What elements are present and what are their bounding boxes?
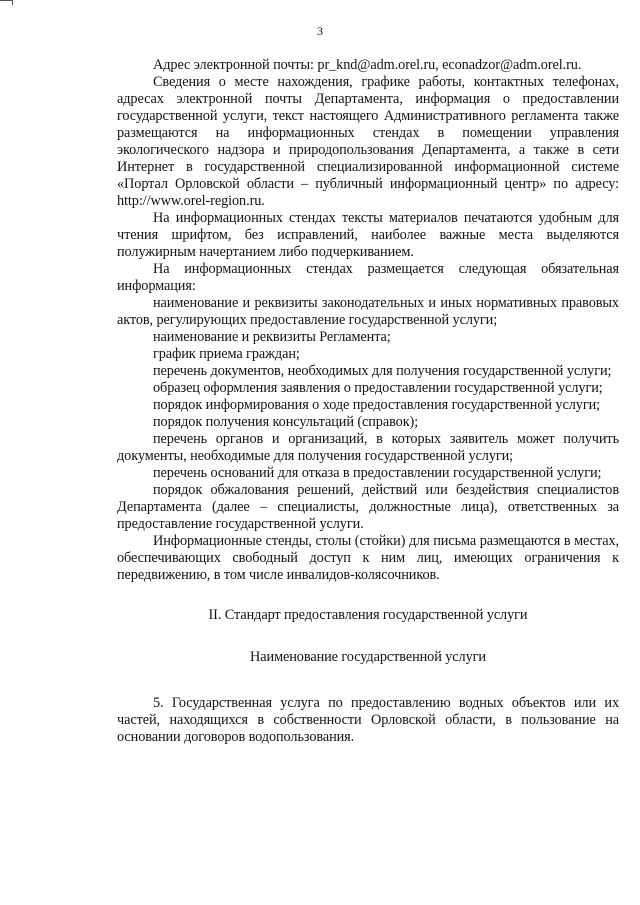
- list-item: наименование и реквизиты законодательных и иных нормативных правовых актов, регулирующих предоставление государственной услуги;: [117, 295, 619, 328]
- page-number: 3: [317, 24, 323, 38]
- list-item: порядок информирования о ходе предоставления государственной услуги;: [153, 397, 601, 413]
- list-item: образец оформления заявления о предоставлении государственной услуги;: [153, 380, 603, 396]
- list-item: график приема граждан;: [153, 346, 300, 362]
- final-paragraph: 5. Государственная услуга по предоставлению водных объектов или их частей, находящихся в собственности Орловской области, в пользование на основании договоров водопользования.: [117, 695, 619, 745]
- list-item: перечень оснований для отказа в предоставлении государственной услуги;: [153, 465, 602, 481]
- list-item: перечень документов, необходимых для получения государственной услуги;: [153, 363, 612, 379]
- section-heading: II. Стандарт предоставления государственной услуги: [208, 607, 528, 623]
- list-item: перечень органов и организаций, в которых заявитель может получить документы, необходимые для получения государственной услуги;: [117, 431, 619, 464]
- mandatory-info-paragraph: На информационных стендах размещается следующая обязательная информация:: [117, 261, 619, 294]
- list-item: наименование и реквизиты Регламента;: [153, 329, 391, 345]
- scan-corner-mark: [0, 0, 13, 5]
- closing-paragraph: Информационные стенды, столы (стойки) для письма размещаются в местах, обеспечивающих свободный доступ к ним лиц, имеющих ограничения к передвижению, в том числе инвалидов-колясочников.: [117, 533, 619, 583]
- subsection-heading: Наименование государственной услуги: [250, 649, 486, 665]
- info-location-paragraph: Сведения о месте нахождения, графике работы, контактных телефонах, адресах электронной почты Департамента, информация о предоставлении государственной услуги, текст настоящего Административного регламента также размещаются на информационных стендах в помещении управления экологического надзора и природопользования Департамента, а также в сети Интернет в государственной специализированной информационной системе «Портал Орловской области – публичный информационный центр» по адресу: http://www.orel-region.ru.: [117, 74, 619, 209]
- stand-text-paragraph: На информационных стендах тексты материалов печатаются удобным для чтения шрифтом, без исправлений, наиболее важные места выделяются полужирным начертанием либо подчеркиванием.: [117, 210, 619, 260]
- list-item: порядок получения консультаций (справок);: [153, 414, 419, 430]
- document-body: [117, 57, 619, 746]
- list-item: порядок обжалования решений, действий или бездействия специалистов Департамента (далее – специалисты, должностные лица), ответственных за предоставление государственной услуги.: [117, 482, 619, 532]
- email-paragraph: Адрес электронной почты: pr_knd@adm.orel.ru, econadzor@adm.orel.ru.: [153, 57, 582, 73]
